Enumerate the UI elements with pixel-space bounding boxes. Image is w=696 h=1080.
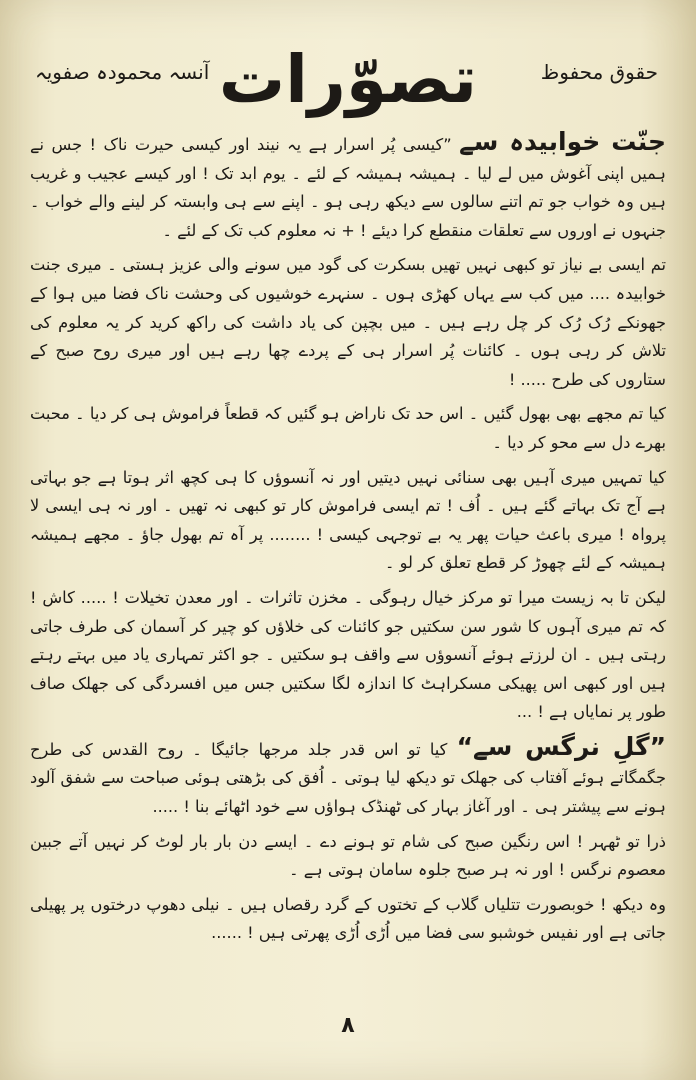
paragraph-text: کیا تم مجھے بھی بھول گئیں ۔ اس حد تک ناراض ہو گئیں کہ قطعاً فراموش ہی کر دیا ۔ محبت بھرے دل سے محو کر دیا ۔ — [30, 404, 666, 452]
paragraph — [30, 400, 666, 457]
paragraph-text: کیا تمہیں میری آہیں بھی سنائی نہیں دیتیں اور نہ آنسوؤں کا ہی کچھ اثر ہوتا ہے جو بہاتی ہے آج تک بہاتے گئے ہیں ۔ اُف ! تم ایسی فراموش کار تو کبھی نہ تھیں ۔ اور نہ ہی ایسی لا پرواہ ! میری باعث حیات پھر یہ بے توجہی کیسی ! ........ پر آہ تم بھول جاؤ ۔ مجھے ہمیشہ ہمیشہ کے لئے چھوڑ کر قطع تعلق کر لو ۔ — [30, 467, 666, 573]
section-heading: ”گلِ نرگس سے“ — [456, 731, 666, 761]
page-header — [0, 30, 696, 130]
paragraph-text: ذرا تو ٹھہر ! اس رنگین صبح کی شام تو ہونے دے ۔ ایسے دن بار بار لوٹ کر نہیں آتے جبین معصوم نرگس ! اور نہ ہر صبح جلوہ سامان ہوتی ہے ۔ — [30, 831, 666, 880]
paragraph-text: وہ دیکھ ! خوبصورت تتلیاں گلاب کے تختوں کے گرد رقصاں ہیں ۔ نیلی دھوپ درختوں پر پھیلی جاتی ہے اور نفیس خوشبو سی فضا میں اُڑی اُڑی پھرتی ہیں ! ...... — [30, 894, 666, 943]
paragraph — [30, 733, 666, 822]
article-body — [30, 128, 666, 1010]
paragraph-text: کیا تو اس قدر جلد مرجھا جائیگا ۔ روح القدس کی طرح جگمگاتے ہوئے آفتاب کی جھلک تو دیکھ لیا ہوتی ۔ اُفق کی بڑھتی ہوئی صباحت سے شفق آلود ہونے سے پیشتر ہی ۔ اور آغاز بہار کی ٹھنڈک ہواؤں سے خود اٹھائے بنا ! ..... — [30, 739, 666, 817]
paragraph-text: ”کیسی پُر اسرار ہے یہ نیند اور کیسی حیرت ناک ! جس نے ہمیں اپنی آغوش میں لے لیا ۔ ہمیشہ ہمیشہ کے لئے ۔ یوم ابد تک ! اور کیسے عجیب و غریب ہیں وہ خواب جو تم اتنے سالوں سے دیکھ رہی ہو ۔ اپنے سے ہی وابستہ کر لینے والے خواب ۔ جنہوں نے اوروں سے تعلقات منقطع کرا دیئے ! + نہ معلوم کب تک کے لئے ۔ — [30, 135, 666, 240]
page-number: ۸ — [341, 1013, 355, 1038]
paragraph-text: لیکن تا بہ زیست میرا تو مرکز خیال رہوگی ۔ مخزن تاثرات ۔ اور معدن تخیلات ! ..... کاش ! کہ تم میری آہوں کا شور سن سکتیں جو کائنات کی خلاؤں کو چیر کر آسمان کی طرف جاتی رہتی ہیں ۔ ان لرزتے ہوئے آنسوؤں سے واقف ہو سکتیں ۔ جو اکثر تمہاری یاد میں بہتے رہتے ہیں اور کبھی اس پھیکی مسکراہٹ کا اندازہ لگا سکتیں جس میں افسردگی کی جھلک صاف طور پر نمایاں ہے ! ... — [30, 587, 666, 722]
paragraph — [30, 464, 666, 578]
section-heading: جنّت خوابیدہ سے — [459, 127, 666, 156]
page-title: تصوّرات — [218, 41, 478, 118]
paragraph — [30, 128, 666, 245]
paragraph — [30, 891, 666, 948]
author-name: آنسہ محمودہ صفویہ — [35, 60, 210, 84]
paragraph — [30, 251, 666, 394]
copyright-notice: حقوق محفوظ — [540, 60, 658, 84]
paragraph — [30, 828, 666, 885]
paragraph — [30, 584, 666, 727]
paragraph-text: تم ایسی بے نیاز تو کبھی نہیں تھیں بسکرت کی گود میں سونے والی عزیز ہستی ۔ میری جنت خوابیدہ .... میں کب سے یہاں کھڑی ہوں ۔ سنہرے خوشیوں کی وحشت ناک فضا میں ہوا کے جھونکے رُک رُک کر چل رہے ہیں ۔ میں بچپن کی یاد داشت کی راکھ کرید کر یہ معلوم کی تلاش کر رہی ہوں ۔ کائنات پُر اسرار ہی کے پردے چھا رہے ہیں اور میری روح صبح کے ستاروں کی طرح ..... ! — [30, 255, 666, 389]
